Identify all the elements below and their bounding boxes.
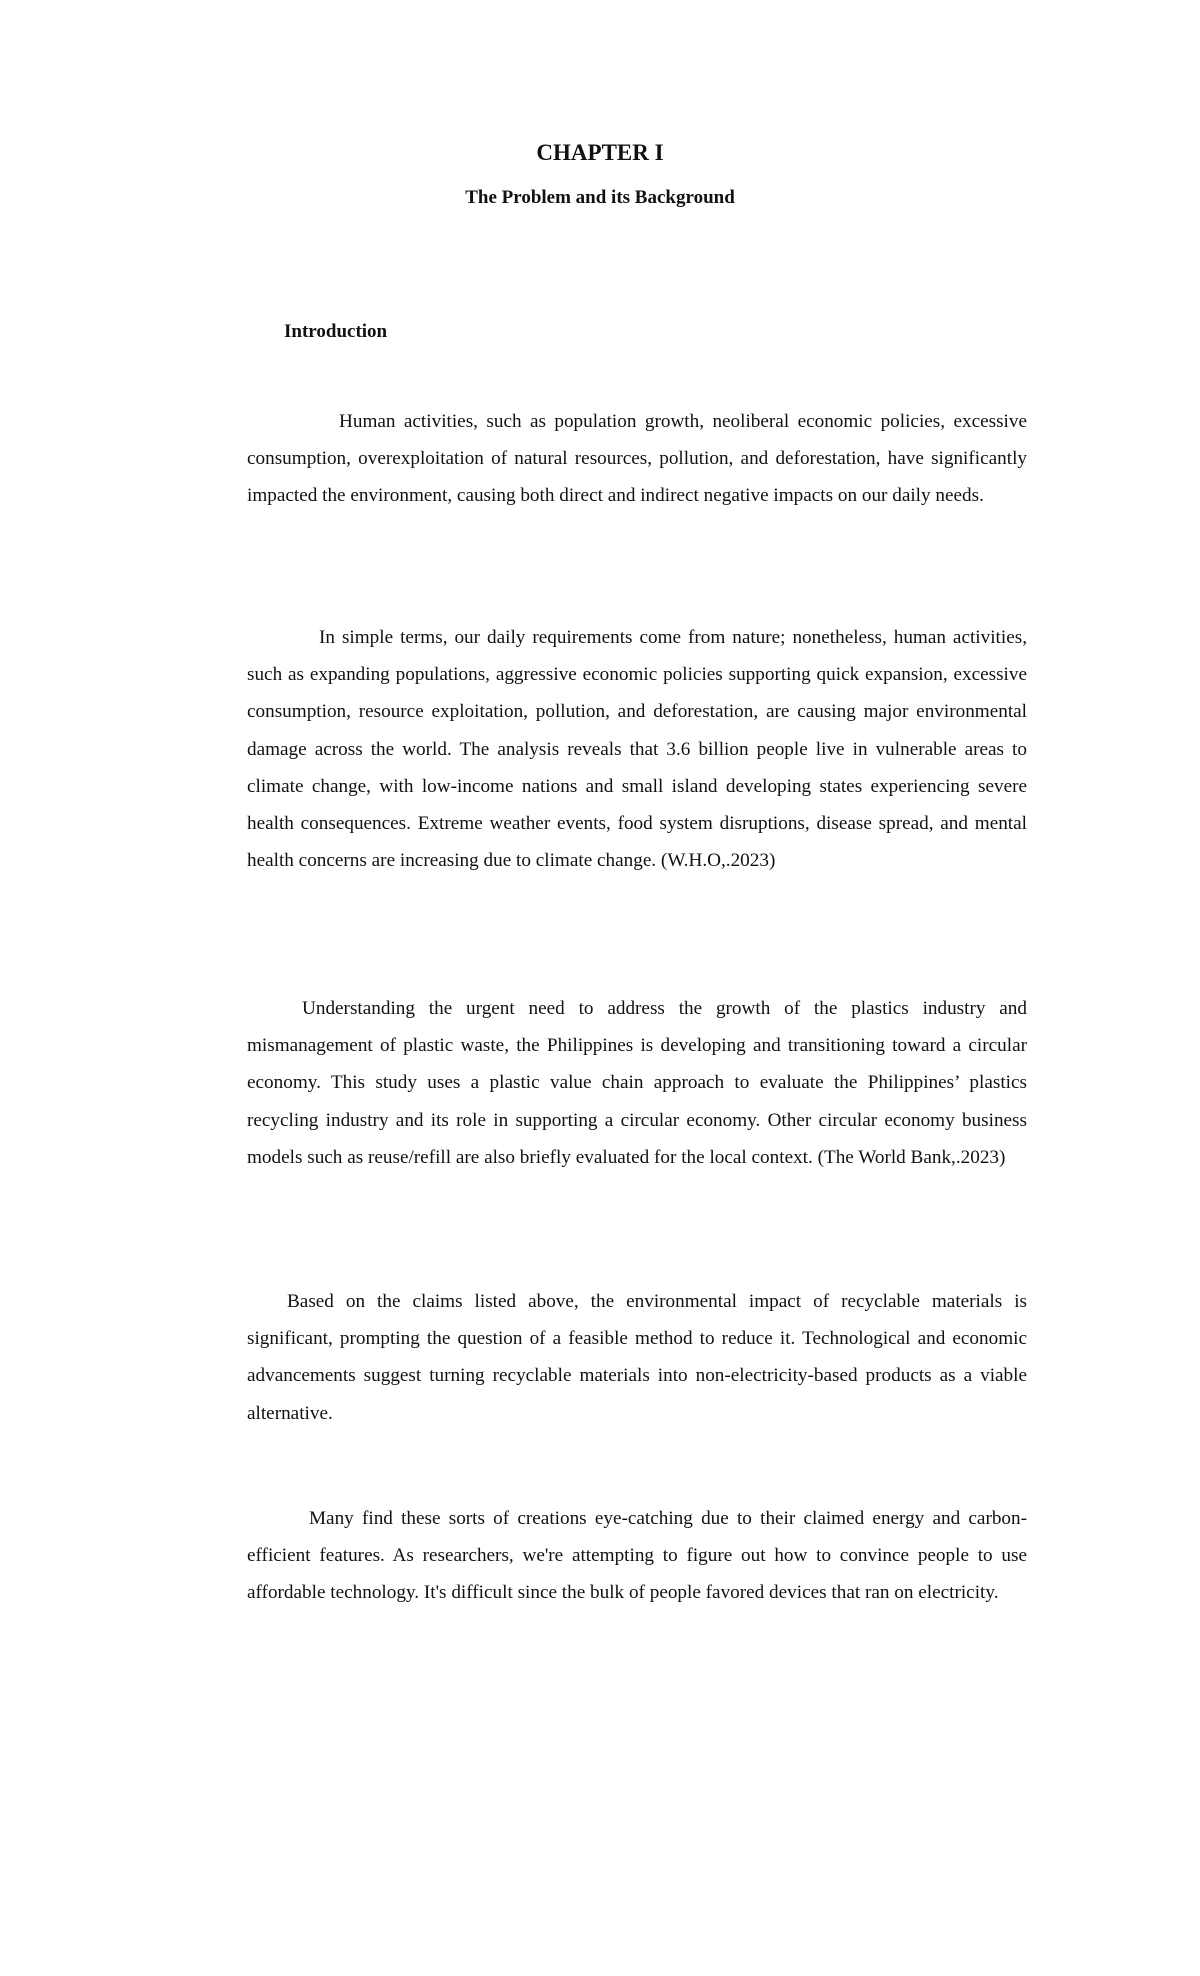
section-heading-introduction: Introduction bbox=[284, 321, 388, 342]
chapter-subtitle: The Problem and its Background bbox=[465, 187, 735, 208]
paragraph-3: Understanding the urgent need to address the growth of the plastics industry and mismanagement of plastic waste, the Philippines is developing and transitioning toward a circular economy. This study uses a plastic value chain approach to evaluate the Philippines’ plastics recycling industry and its role in supporting a circular economy. Other circular economy business models such as reuse/refill are also briefly evaluated for the local context. (The World Bank,.2023) bbox=[247, 998, 1027, 1168]
chapter-title: CHAPTER I bbox=[536, 140, 664, 165]
paragraph-4: Based on the claims listed above, the environmental impact of recyclable materials is significant, prompting the question of a feasible method to reduce it. Technological and economic advancements suggest turning recyclable materials into non-electricity-based products as a viable alternative. bbox=[247, 1291, 1027, 1424]
paragraph-1: Human activities, such as population growth, neoliberal economic policies, excessive consumption, overexploitation of natural resources, pollution, and deforestation, have significantly impacted the environment, causing both direct and indirect negative impacts on our daily needs. bbox=[247, 411, 1027, 507]
paragraph-2: In simple terms, our daily requirements come from nature; nonetheless, human activities, such as expanding populations, aggressive economic policies supporting quick expansion, excessive consumption, resource exploitation, pollution, and deforestation, are causing major environmental damage across the world. The analysis reveals that 3.6 billion people live in vulnerable areas to climate change, with low-income nations and small island developing states experiencing severe health consequences. Extreme weather events, food system disruptions, disease spread, and mental health concerns are increasing due to climate change. (W.H.O,.2023) bbox=[247, 627, 1027, 872]
paragraph-5: Many find these sorts of creations eye-catching due to their claimed energy and carbon-efficient features. As researchers, we're attempting to figure out how to convince people to use affordable technology. It's difficult since the bulk of people favored devices that ran on electricity. bbox=[247, 1508, 1027, 1604]
